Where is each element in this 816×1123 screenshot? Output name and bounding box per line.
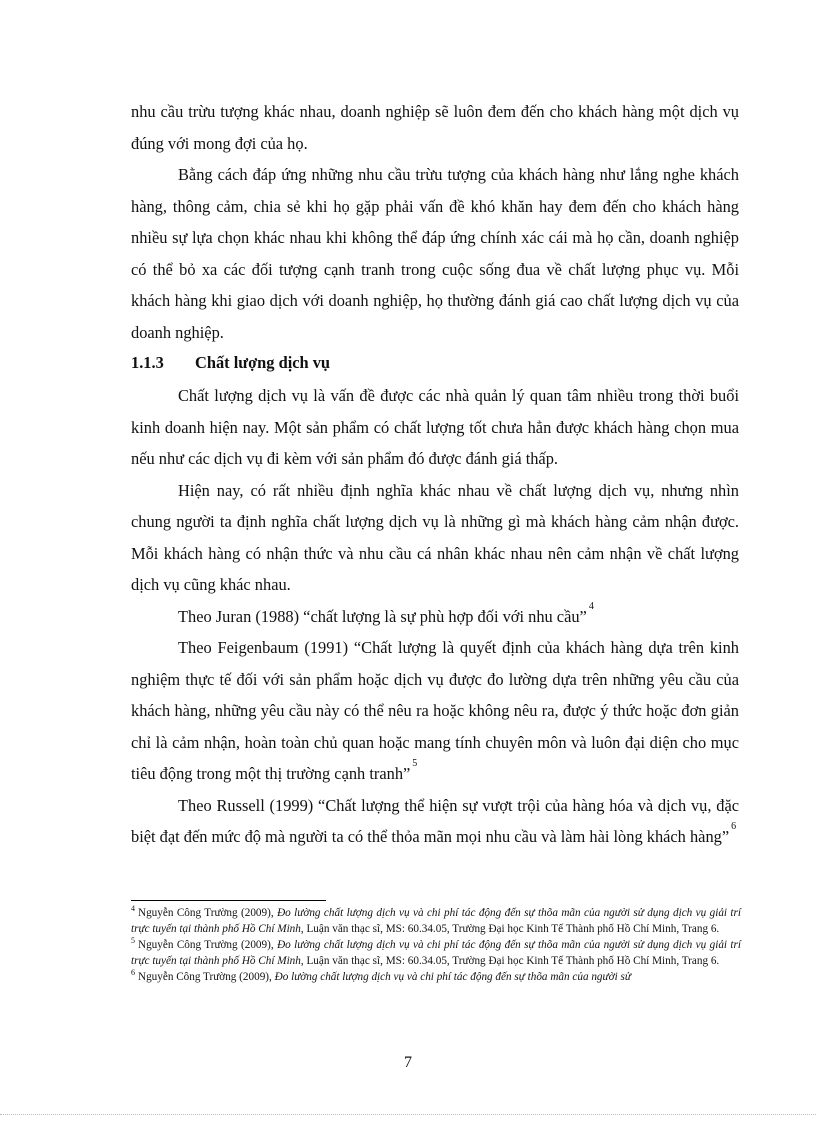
body-paragraph-5 [131,790,739,853]
juran-quote: Theo Juran (1988) “chất lượng là sự phù hợp đối với nhu cầu” [178,606,587,626]
footnote-author: Nguyễn Công Trường (2009), [138,939,278,951]
page-number: 7 [404,1054,412,1071]
footnote-separator [131,900,326,901]
russell-quote: Theo Russell (1999) “Chất lượng thể hiện sự vượt trội của hàng hóa và dịch vụ, đặc biệt đạt đến mức độ mà người ta có thể thỏa mãn mọi nhu cầu và làm hài lòng khách hàng” [131,795,739,846]
body-paragraph-4 [131,632,739,790]
footnote-details: , Luận văn thạc sĩ, MS: 60.34.05, Trường Đại học Kinh Tế Thành phố Hồ Chí Minh, Trang 6. [300,923,720,935]
body-section [131,380,739,853]
footnote-number: 4 [131,904,135,913]
section-title: Chất lượng dịch vụ [195,353,331,372]
footnote-number: 6 [131,968,135,977]
intro-paragraph-1: nhu cầu trừu tượng khác nhau, doanh nghiệp sẽ luôn đem đến cho khách hàng một dịch vụ đúng với mong đợi của họ. [131,102,739,153]
intro-paragraph-2: Bằng cách đáp ứng những nhu cầu trừu tượng của khách hàng như lắng nghe khách hàng, thông cảm, chia sẻ khi họ gặp phải vấn đề khó khăn hay đem đến cho khách hàng nhiều sự lựa chọn khác nhau khi không thể đáp ứng chính xác cái mà họ cần, doanh nghiệp có thể bỏ xa các đối tượng cạnh tranh trong cuộc sống đua về chất lượng phục vụ. Mỗi khách hàng khi giao dịch với doanh nghiệp, họ thường đánh giá cao chất lượng dịch vụ của doanh nghiệp. [131,165,739,342]
intro-section [131,96,739,348]
body-paragraph-1: Chất lượng dịch vụ là vấn đề được các nhà quản lý quan tâm nhiều trong thời buổi kinh doanh hiện nay. Một sản phẩm có chất lượng tốt chưa hẳn được khách hàng chọn mua nếu như các dịch vụ đi kèm với sản phẩm đó được đánh giá thấp. [131,386,739,468]
footnote-number: 5 [131,936,135,945]
footnote-5 [131,937,741,969]
footnote-details: , Luận văn thạc sĩ, MS: 60.34.05, Trường Đại học Kinh Tế Thành phố Hồ Chí Minh, Trang 6. [300,955,720,967]
footnote-ref-5[interactable]: 5 [412,758,418,769]
feigenbaum-quote: Theo Feigenbaum (1991) “Chất lượng là quyết định của khách hàng dựa trên kinh nghiệm thực tế đối với sản phẩm hoặc dịch vụ được đo lường dựa trên những yêu cầu của khách hàng, những yêu cầu này có thể nêu ra hoặc không nêu ra, được ý thức hoặc đơn giản chỉ là cảm nhận, hoàn toàn chủ quan hoặc mang tính chuyên môn và luôn đại diện cho mục tiêu động trong một thị trường cạnh tranh” [131,638,739,783]
footnote-ref-6[interactable]: 6 [731,821,737,832]
footnote-title: Đo lường chất lượng dịch vụ và chi phí tác động đến sự thõa mãn của người sử [274,971,631,983]
footnote-author: Nguyễn Công Trường (2009), [138,907,278,919]
body-paragraph-3 [131,601,739,633]
section-number: 1.1.3 [131,353,164,372]
footnote-ref-4[interactable]: 4 [588,600,594,612]
footnote-title: Đo lường chất lượng dịch vụ và chi phí tác động đến sự thõa mãn của người sử dụng dịch vụ giải trí trực tuyến tại thành phố Hồ Chí Minh [131,939,742,967]
body-paragraph-2: Hiện nay, có rất nhiều định nghĩa khác nhau về chất lượng dịch vụ, nhưng nhìn chung người ta định nghĩa chất lượng dịch vụ là những gì mà khách hàng cảm nhận được. Mỗi khách hàng có nhận thức và nhu cầu cá nhân khác nhau nên cảm nhận về chất lượng dịch vụ cũng khác nhau. [131,480,739,594]
footnote-6 [131,969,741,985]
page-bottom-border [0,1114,816,1115]
footnote-4 [131,905,741,937]
section-heading [131,347,739,379]
footnotes [131,905,741,985]
footnote-title: Đo lường chất lượng dịch vụ và chi phí tác động đến sự thõa mãn của người sử dụng dịch vụ giải trí trực tuyến tại thành phố Hồ Chí Minh [131,907,742,935]
footnote-author: Nguyễn Công Trường (2009), [138,971,275,983]
